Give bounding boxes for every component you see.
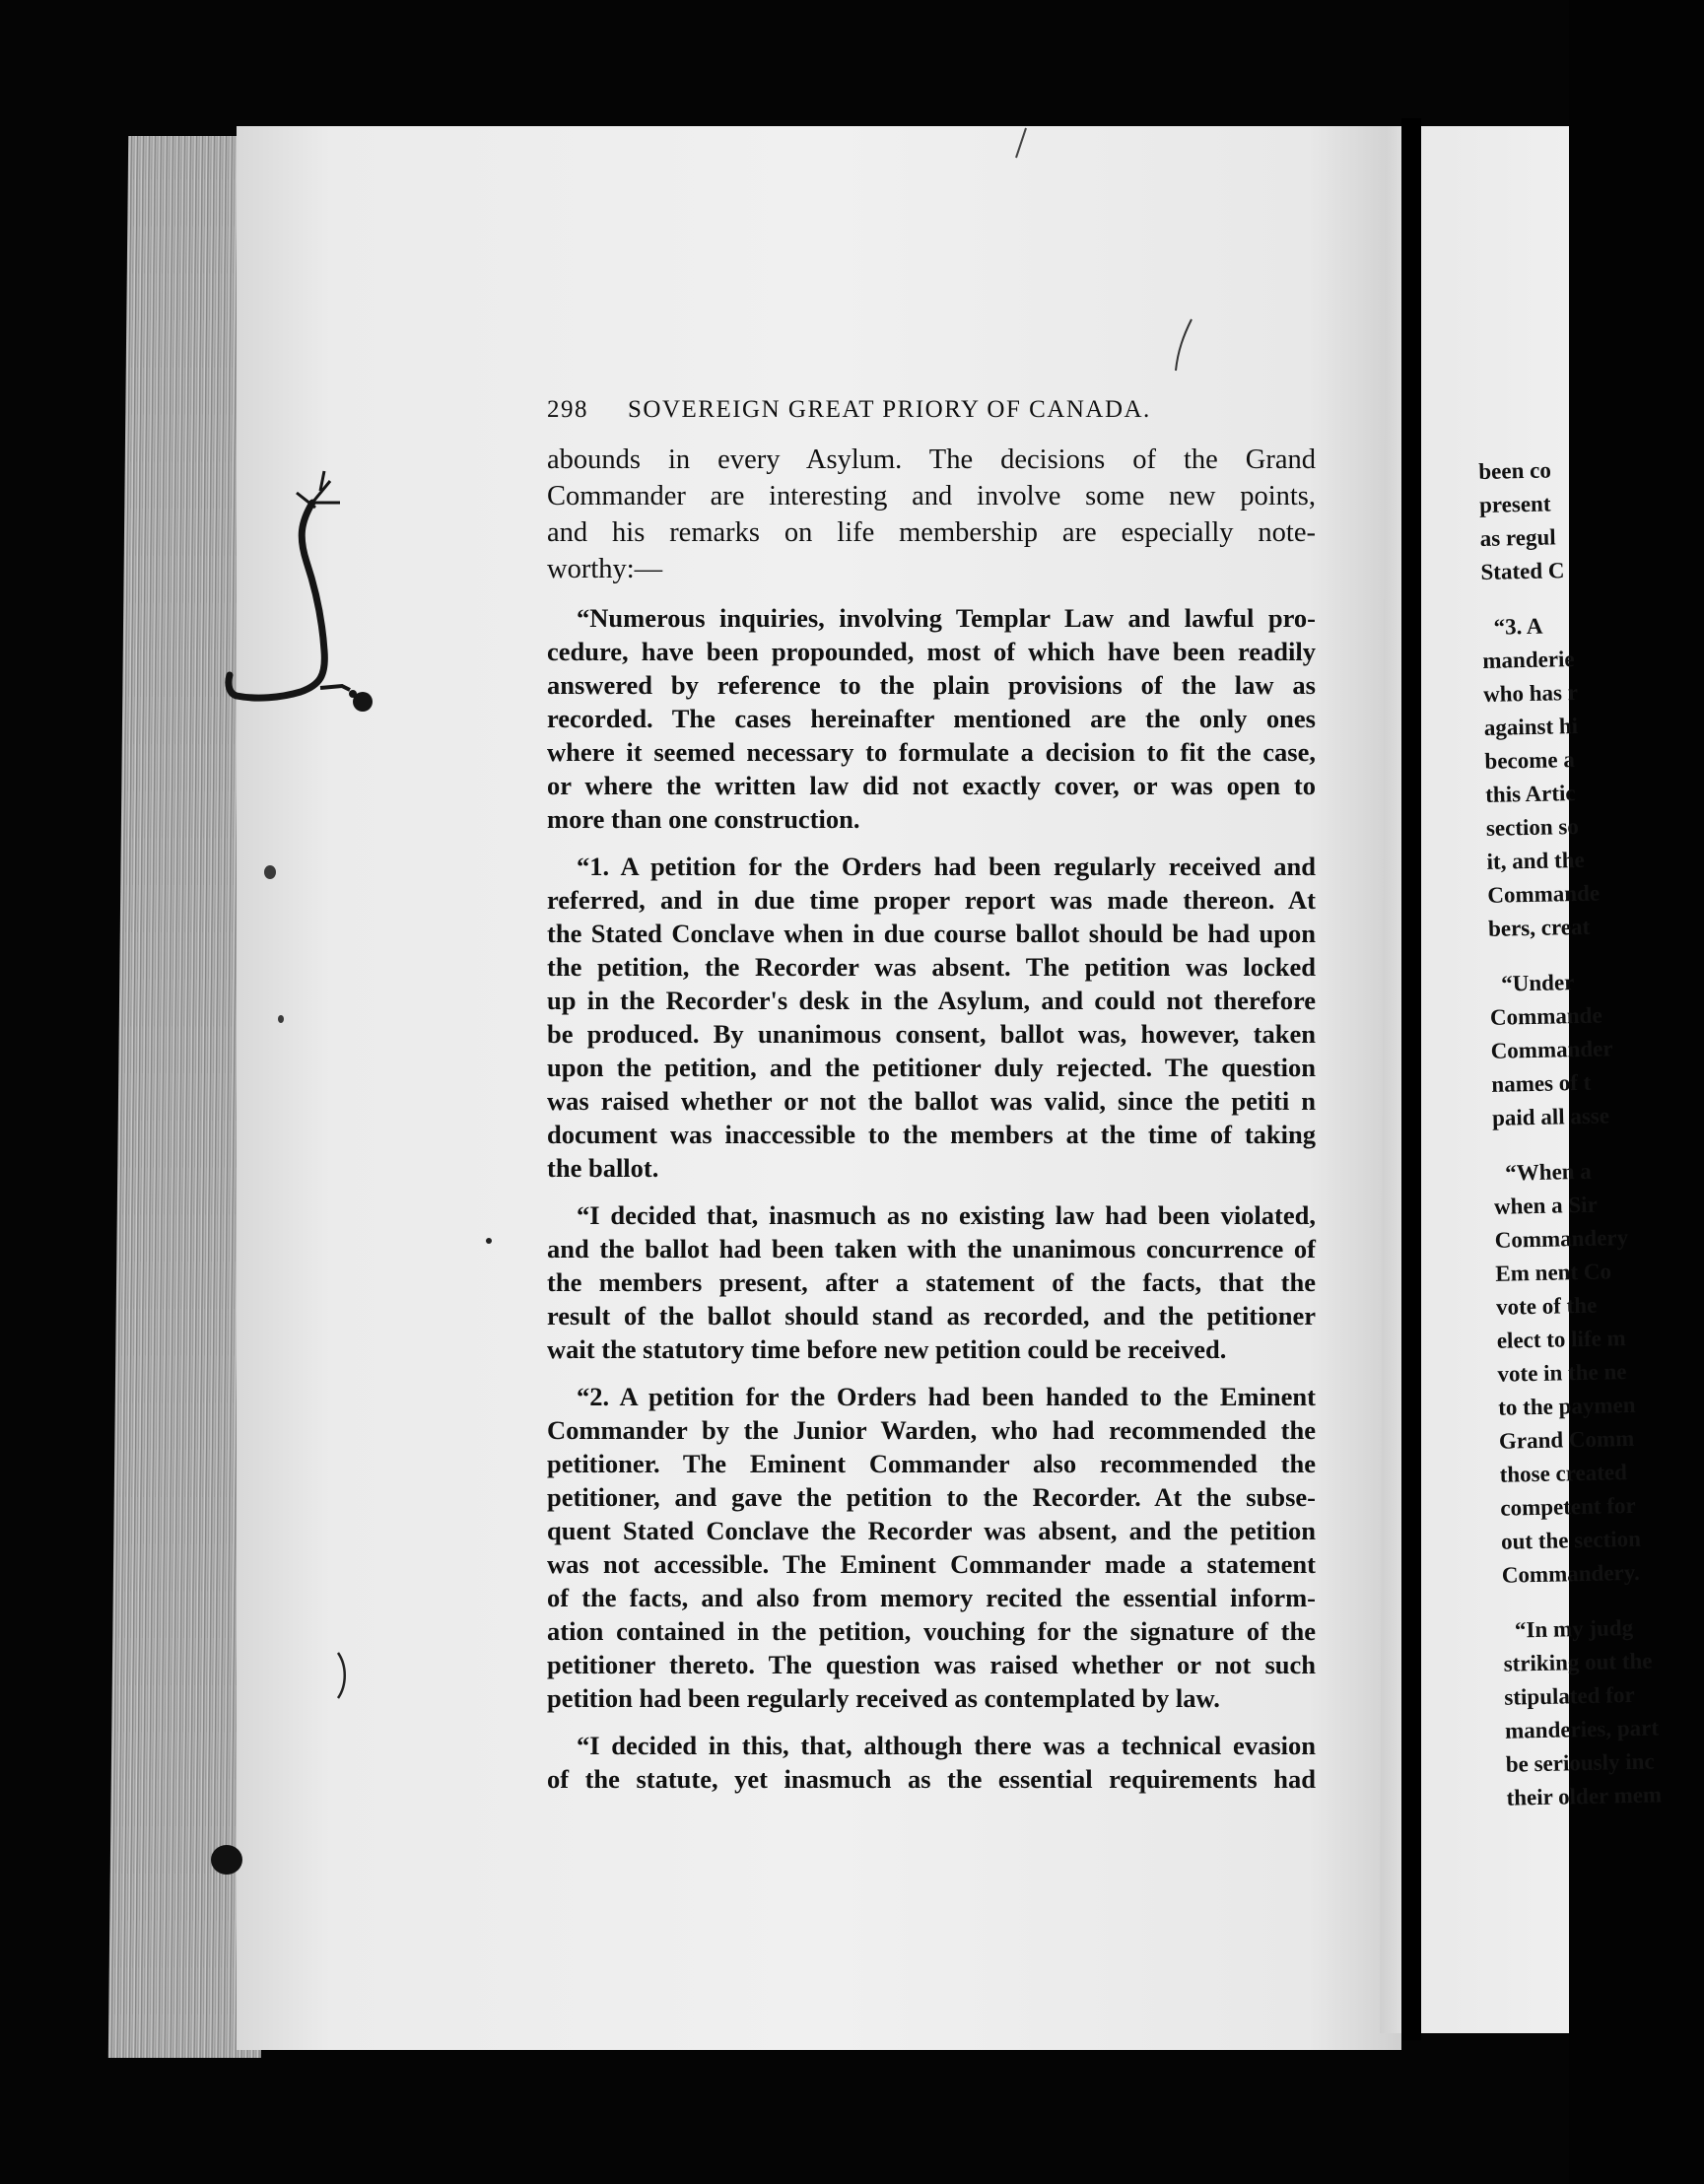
text-line: Commandery.: [1501, 1559, 1640, 1588]
pencil-stroke: [1168, 315, 1197, 375]
text-line: elect to life m: [1496, 1326, 1626, 1353]
left-page-text: [547, 396, 1316, 1796]
text-line: against hi: [1483, 713, 1579, 740]
text-line: when a Sir: [1493, 1192, 1599, 1219]
text-line: petitioner thereto. The question was raised whether or not such: [547, 1650, 1316, 1679]
text-line: quent Stated Conclave the Recorder was absent, and the petition: [547, 1516, 1316, 1545]
text-line: been co: [1478, 457, 1552, 484]
text-line: recorded. The cases hereinafter mentioned are the only ones: [547, 704, 1316, 733]
text-line: was not accessible. The Eminent Commander made a statement: [547, 1549, 1316, 1579]
text-line: manderie: [1482, 647, 1575, 673]
text-line: Commander: [1490, 1036, 1613, 1063]
text-line: the ballot.: [547, 1153, 659, 1183]
pencil-stroke: [1010, 126, 1030, 162]
text-line: petitioner, and gave the petition to the Recorder. At the subse-: [547, 1482, 1316, 1512]
text-line: answered by reference to the plain provisions of the law as: [547, 670, 1316, 700]
text-line: “Under: [1500, 970, 1575, 996]
text-line: abounds in every Asylum. The decisions of the Grand: [547, 444, 1316, 475]
text-line: out the section: [1500, 1526, 1642, 1554]
text-line: present: [1478, 491, 1551, 517]
text-line: Stated C: [1480, 558, 1565, 584]
page-number: 298: [547, 396, 588, 423]
quoted-paragraph-decision-1: [547, 1198, 1316, 1366]
text-line: Commande: [1487, 880, 1601, 908]
text-line: up in the Recorder's desk in the Asylum, and could not therefore: [547, 986, 1316, 1015]
text-line: names of t: [1491, 1069, 1592, 1097]
text-line: striking out the: [1503, 1648, 1653, 1676]
text-line: those created: [1499, 1460, 1628, 1487]
text-line: “I decided in this, that, although there was a technical evasion: [577, 1731, 1316, 1760]
text-line: to the paymen: [1497, 1392, 1636, 1420]
text-line: “In my judg: [1514, 1614, 1634, 1643]
text-line: the members present, after a statement of the facts, that the: [547, 1267, 1316, 1297]
quoted-paragraph-case-2: [547, 1380, 1316, 1715]
text-line: competent for: [1500, 1492, 1636, 1521]
text-line: “3. A: [1493, 613, 1543, 640]
text-line: and the ballot had been taken with the unanimous concurrence of: [547, 1234, 1316, 1263]
text-line: ation contained in the petition, vouching for the signature of the: [547, 1616, 1316, 1646]
book-gutter: [1401, 118, 1421, 2040]
pressed-plant-stem: [222, 463, 379, 749]
text-line: “1. A petition for the Orders had been regularly received and: [577, 852, 1316, 881]
text-line: petitioner. The Eminent Commander also recommended the: [547, 1449, 1316, 1478]
text-line: of the facts, and also from memory recited the essential inform-: [547, 1583, 1316, 1612]
text-line: be produced. By unanimous consent, ballot was, however, taken: [547, 1019, 1316, 1049]
right-page-block: [1503, 1610, 1704, 1815]
text-line: Commandery: [1494, 1224, 1629, 1253]
text-line: “Numerous inquiries, involving Templar Law and lawful pro-: [577, 603, 1316, 633]
text-line: stipulated for: [1504, 1681, 1635, 1710]
ink-blot: [211, 1845, 242, 1875]
right-page-block: [1478, 451, 1678, 589]
text-line: the Stated Conclave when in due course ballot should be had upon: [547, 919, 1316, 948]
text-line: where it seemed necessary to formulate a decision to fit the case,: [547, 737, 1316, 767]
quoted-paragraph-inquiries: [547, 601, 1316, 836]
text-line: Commander are interesting and involve some new points,: [547, 481, 1316, 512]
text-line: document was inaccessible to the members at the time of taking: [547, 1120, 1316, 1149]
text-line: their older mem: [1506, 1782, 1663, 1810]
right-page-block: [1481, 607, 1685, 946]
quoted-paragraph-case-1: [547, 850, 1316, 1185]
running-head: [547, 396, 1316, 424]
text-line: Commander by the Junior Warden, who had recommended the: [547, 1415, 1316, 1445]
text-line: “I decided that, inasmuch as no existing law had been violated,: [577, 1200, 1316, 1230]
text-line: was raised whether or not the ballot was valid, since the petiti n: [547, 1086, 1316, 1116]
ink-speck: [278, 1015, 284, 1023]
ink-speck: [264, 865, 276, 879]
text-line: referred, and in due time proper report was made thereon. At: [547, 885, 1316, 915]
text-line: become a: [1484, 747, 1576, 774]
right-page-block: [1493, 1153, 1699, 1593]
text-line: “When a: [1504, 1158, 1593, 1186]
text-line: or where the written law did not exactly cover, or was open to: [547, 771, 1316, 800]
text-line: Em nent Co: [1495, 1259, 1612, 1286]
text-line: more than one construction.: [547, 804, 860, 834]
text-line: worthy:—: [547, 554, 663, 584]
text-line: wait the statutory time before new petition could be received.: [547, 1334, 1227, 1364]
text-line: vote in the ne: [1497, 1359, 1627, 1387]
text-line: upon the petition, and the petitioner duly rejected. The question: [547, 1053, 1316, 1082]
text-line: and his remarks on life membership are especially note-: [547, 517, 1316, 548]
right-page-text: [1478, 451, 1704, 1815]
text-line: Commande: [1489, 1002, 1602, 1030]
intro-paragraph: [547, 442, 1316, 587]
text-line: be seriously inc: [1505, 1748, 1655, 1777]
text-line: petition had been regularly received as contemplated by law.: [547, 1683, 1220, 1713]
text-line: bers, creat: [1487, 914, 1591, 941]
text-line: result of the ballot should stand as recorded, and the petitioner: [547, 1301, 1316, 1331]
quoted-paragraph-decision-2: [547, 1729, 1316, 1796]
text-line: section so: [1485, 813, 1580, 841]
bracket-mark: [335, 1651, 349, 1700]
text-line: who has r: [1482, 679, 1579, 707]
text-line: paid all asse: [1491, 1103, 1610, 1130]
text-line: manderies, part: [1504, 1715, 1660, 1743]
text-line: this Artic: [1484, 781, 1576, 807]
right-page-block: [1489, 964, 1690, 1135]
text-line: as regul: [1479, 524, 1556, 551]
running-head-title: SOVEREIGN GREAT PRIORY OF CANADA.: [628, 396, 1151, 423]
text-line: it, and the: [1486, 847, 1585, 874]
text-line: cedure, have been propounded, most of which have been readily: [547, 637, 1316, 666]
text-line: of the statute, yet inasmuch as the essential requirements had: [547, 1764, 1316, 1794]
text-line: Grand Comm: [1498, 1425, 1635, 1454]
text-line: “2. A petition for the Orders had been handed to the Eminent: [577, 1382, 1316, 1411]
text-line: the petition, the Recorder was absent. The petition was locked: [547, 952, 1316, 982]
text-line: vote of the: [1495, 1292, 1598, 1320]
ink-speck: [486, 1238, 492, 1244]
